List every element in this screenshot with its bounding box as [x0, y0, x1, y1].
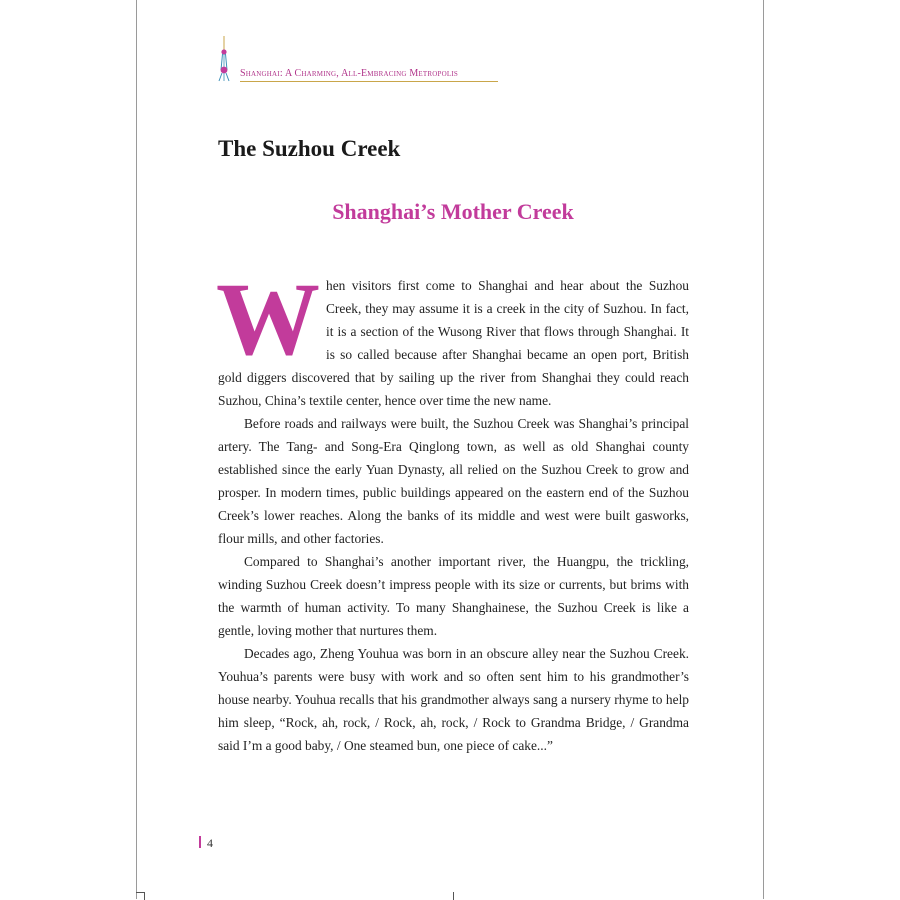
page-folio [199, 836, 213, 851]
crop-mark [453, 892, 454, 900]
page-number: 4 [207, 836, 213, 850]
paragraph-2: Before roads and railways were built, the Suzhou Creek was Shanghai’s principal artery. The Tang- and Song-Era Qinglong town, as well as old Shanghai county established since the early Yuan Dynasty, all relied on the Suzhou Creek to grow and prosper. In modern times, public buildings appeared on the eastern end of the Suzhou Creek’s lower reaches. Along the banks of its middle and west were built gasworks, flour mills, and other factories. [218, 416, 689, 546]
section-title: Shanghai’s Mother Creek [332, 199, 574, 224]
folio-bar [199, 836, 201, 848]
crop-mark [136, 892, 145, 900]
running-header [216, 36, 516, 82]
header-rule [240, 81, 498, 82]
drop-cap: W [216, 262, 320, 377]
paragraph-1 [216, 262, 689, 412]
tv-tower-icon [216, 36, 232, 82]
body-text [216, 262, 689, 757]
paragraph-4: Decades ago, Zheng Youhua was born in an obscure alley near the Suzhou Creek. Youhua’s parents were busy with work and so often sent him to his grandmother’s house nearby. Youhua recalls that his grandmother always sang a nursery rhyme to help him sleep, “Rock, ah, rock, / Rock, ah, rock, / Rock to Grandma Bridge, / Grandma said I’m a good baby, / One steamed bun, one piece of cake...” [218, 646, 689, 753]
chapter-title: The Suzhou Creek [218, 136, 401, 161]
running-title: Shanghai: A Charming, All-Embracing Metropolis [240, 68, 458, 79]
paragraph-1-text: hen visitors first come to Shanghai and hear about the Suzhou Creek, they may assume it is a creek in the city of Suzhou. In fact, it is a section of the Wusong River that flows through Shanghai. It is so called because after Shanghai became an open port, British gold diggers discovered that by sailing up the river from Shanghai they could reach Suzhou, China’s textile center, hence over time the new name. [218, 278, 689, 408]
paragraph-3: Compared to Shanghai’s another important river, the Huangpu, the trickling, winding Suzhou Creek doesn’t impress people with its size or currents, but brims with the warmth of human activity. To many Shanghainese, the Suzhou Creek is like a gentle, loving mother that nurtures them. [218, 554, 689, 638]
